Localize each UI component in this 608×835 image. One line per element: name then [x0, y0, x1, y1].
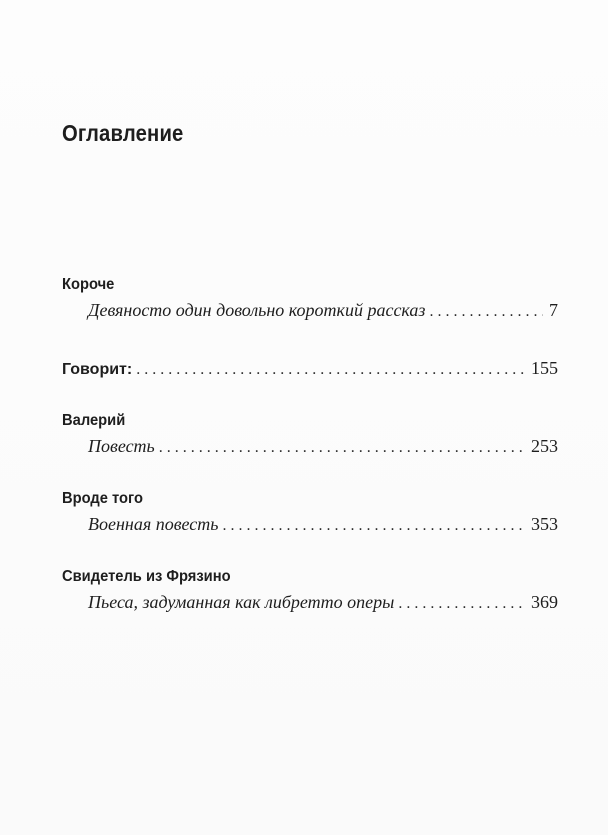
toc-entry-heading: Свидетель из Фрязино — [62, 568, 231, 585]
toc-entry-line — [62, 354, 558, 382]
page-title: Оглавление — [62, 120, 184, 146]
dot-leader — [159, 434, 525, 462]
toc-entry-svidetel — [62, 566, 558, 616]
toc-entry-subtitle: Девяносто один довольно короткий рассказ — [88, 300, 426, 320]
toc-entry-valeriy — [62, 410, 558, 460]
toc-entries — [62, 274, 558, 616]
toc-entry-heading: Говорит: — [62, 361, 133, 378]
toc-entry-govorit — [62, 354, 558, 382]
spacer — [62, 538, 558, 566]
toc-entry-line — [62, 510, 558, 538]
dot-leader — [222, 512, 525, 540]
toc-entry-subtitle: Пьеса, задуманная как либретто оперы — [88, 592, 395, 612]
toc-page-number: 155 — [531, 358, 558, 378]
toc-entry-heading: Короче — [62, 276, 115, 293]
spacer — [62, 460, 558, 488]
spacer — [62, 324, 558, 354]
toc-entry-line — [62, 296, 558, 324]
toc-entry-line — [62, 432, 558, 460]
toc-entry-korotche — [62, 274, 558, 324]
toc-entry-line — [62, 588, 558, 616]
toc-entry-heading: Вроде того — [62, 490, 143, 507]
spacer — [62, 382, 558, 410]
dot-leader — [398, 590, 525, 618]
toc-page-number: 7 — [549, 300, 558, 320]
toc-page-number: 353 — [531, 514, 558, 534]
toc-entry-subtitle: Военная повесть — [88, 514, 219, 534]
dot-leader — [136, 356, 525, 384]
toc-page-number: 369 — [531, 592, 558, 612]
toc-entry-heading: Валерий — [62, 412, 126, 429]
toc-entry-subtitle: Повесть — [88, 436, 155, 456]
toc-page-number: 253 — [531, 436, 558, 456]
toc-entry-vrode-togo — [62, 488, 558, 538]
dot-leader — [429, 298, 543, 326]
